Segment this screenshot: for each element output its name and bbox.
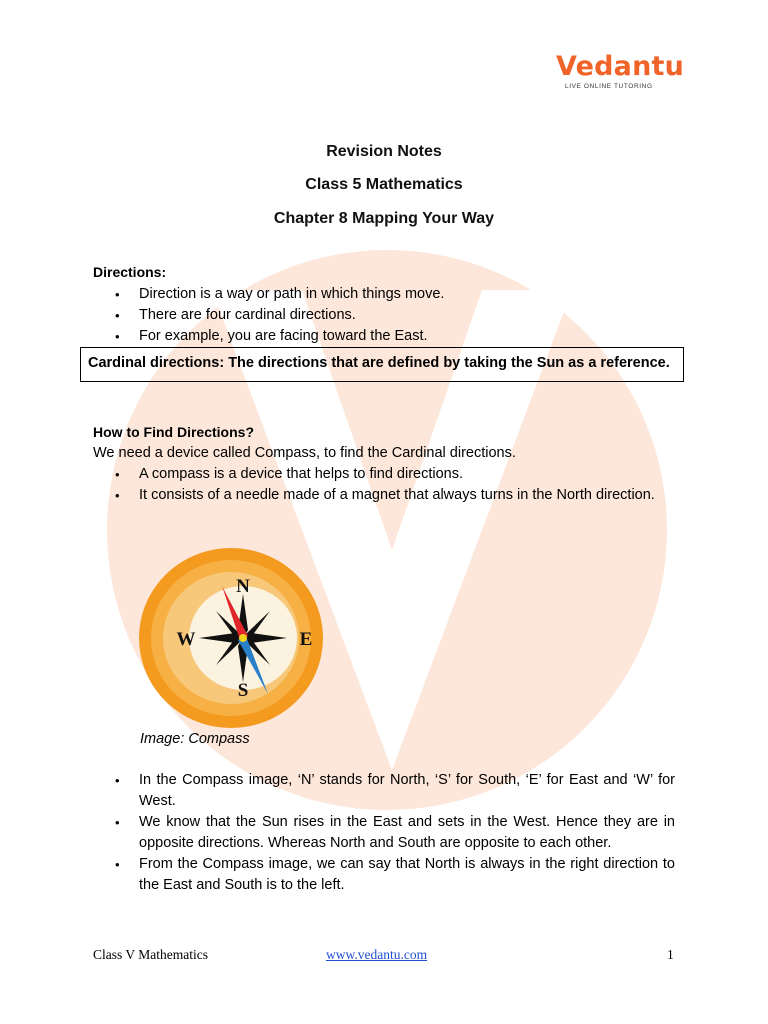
explain-list (93, 770, 675, 896)
doc-subtitle-class: Class 5 Mathematics (305, 176, 463, 193)
image-caption: Image: Compass (140, 731, 250, 747)
list-item: • There are four cardinal directions. (93, 305, 675, 326)
vedantu-logo (556, 51, 685, 90)
doc-subtitle-chapter: Chapter 8 Mapping Your Way (273, 210, 495, 227)
list-item: • Direction is a way or path in which things move. (93, 284, 675, 305)
compass-label-e: E (299, 629, 313, 650)
footer-website-link[interactable]: www.vedantu.com (326, 947, 428, 962)
logo-tagline: LIVE ONLINE TUTORING (565, 83, 653, 90)
list-item: • A compass is a device that helps to find directions. (93, 464, 675, 485)
list-item: • We know that the Sun rises in the East and sets in the West. Hence they are in opposite directions. Whereas North and South are opposite to each other. (93, 812, 675, 854)
directions-list (93, 284, 675, 347)
compass-label-s: S (237, 680, 249, 701)
find-list (93, 464, 675, 506)
page-number: 1 (667, 947, 674, 962)
find-intro-text: We need a device called Compass, to find the Cardinal directions. (93, 445, 516, 461)
section-heading-find-directions: How to Find Directions? (93, 424, 254, 440)
definition-box: Cardinal directions: The directions that are defined by taking the Sun as a reference. (80, 347, 684, 382)
doc-title: Revision Notes (326, 143, 442, 160)
footer-title: Class V Mathematics (93, 947, 208, 962)
section-heading-directions: Directions: (93, 264, 167, 280)
compass-image (138, 546, 324, 730)
compass-label-w: W (176, 629, 196, 650)
list-item: • For example, you are facing toward the East. (93, 326, 675, 347)
list-item: • In the Compass image, ‘N’ stands for North, ‘S’ for South, ‘E’ for East and ‘W’ for West. (93, 770, 675, 812)
list-item: • From the Compass image, we can say that North is always in the right direction to the East and South is to the left. (93, 854, 675, 896)
logo-wordmark: Vedantu (556, 51, 685, 82)
compass-label-n: N (236, 576, 250, 597)
list-item: • It consists of a needle made of a magnet that always turns in the North direction. (93, 485, 675, 506)
